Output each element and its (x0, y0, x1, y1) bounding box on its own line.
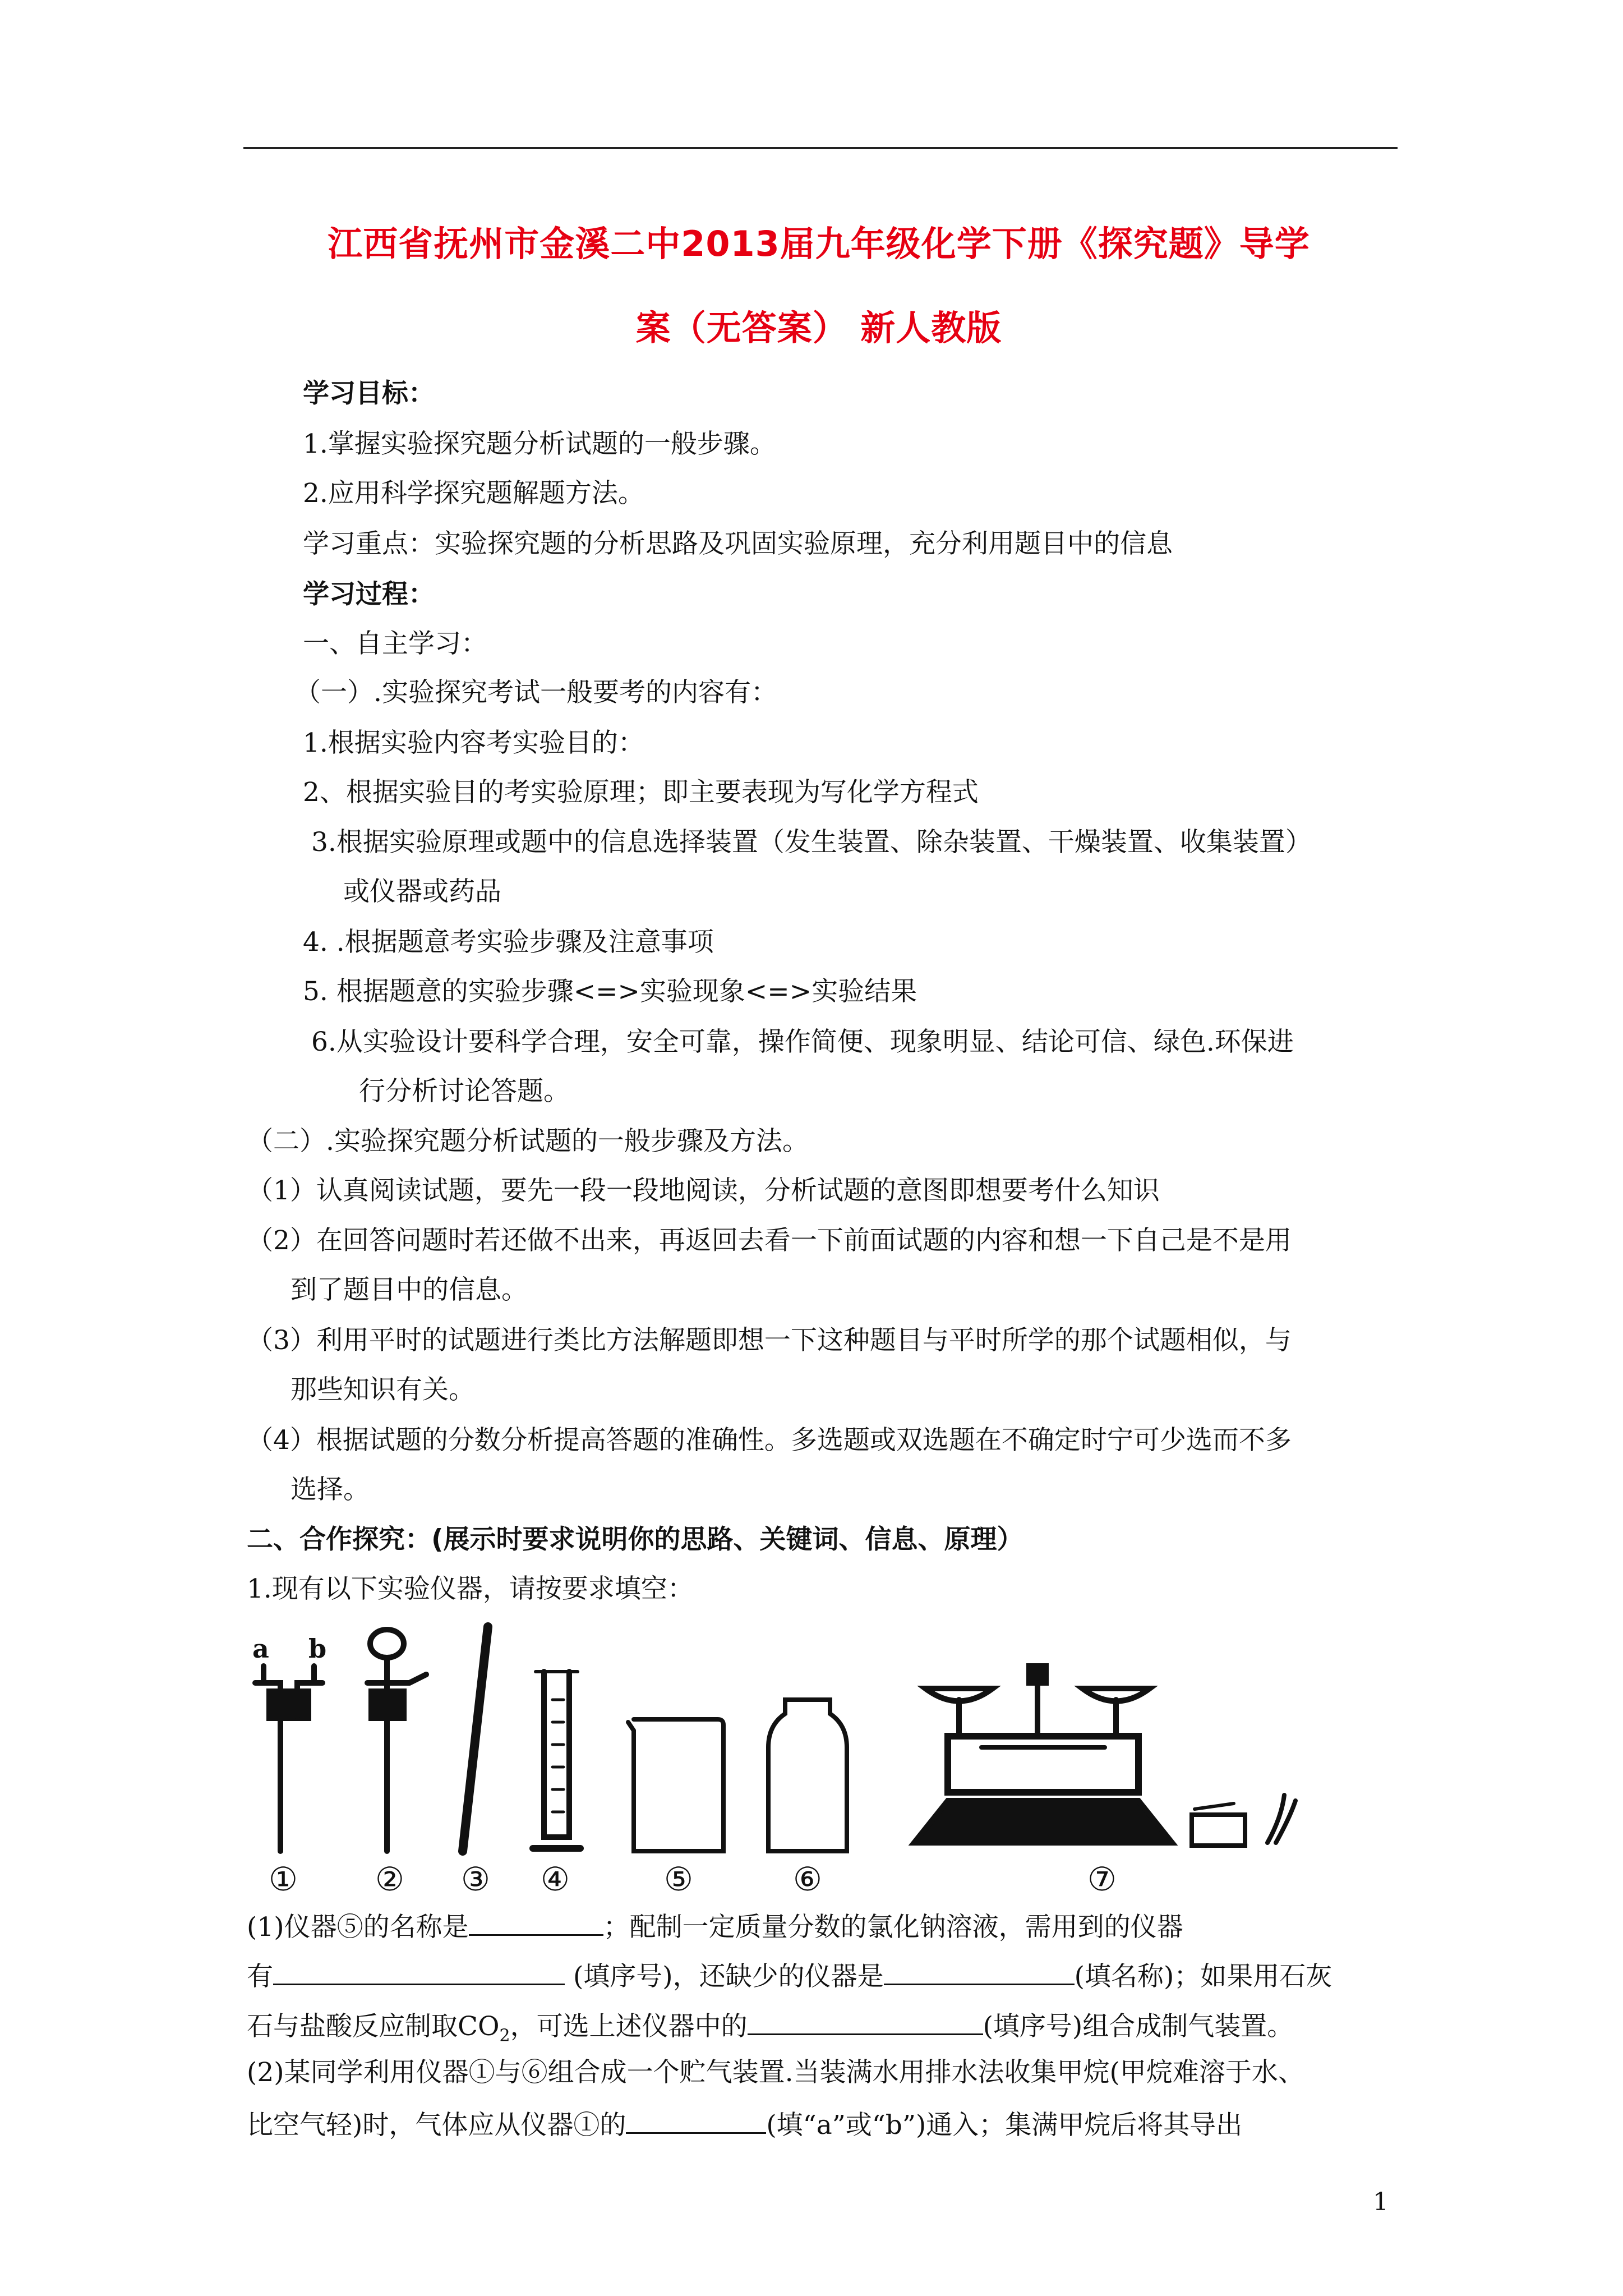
part-1-text-a: (1)仪器⑤的名称是 (247, 1912, 469, 1943)
apparatus-5-icon (628, 1719, 723, 1851)
part-1-line-2 (247, 1957, 1332, 1994)
process-heading: 学习过程： (303, 579, 435, 610)
part-1-line-1 (247, 1907, 1183, 1944)
blank-required-instruments[interactable] (273, 1957, 565, 1985)
apparatus-1-icon (255, 1666, 322, 1851)
document-title-line-1: 江西省抚州市金溪二中2013届九年级化学下册《探究题》导学 (328, 223, 1310, 264)
method-step-4-cont: 选择。 (291, 1474, 370, 1505)
cooperation-heading: 二、合作探究：(展示时要求说明你的思路、关键词、信息、原理） (247, 1524, 1023, 1555)
method-step-1: （1）认真阅读试题，要先一段一段地阅读，分析试题的意图即想要考什么知识 (247, 1175, 1160, 1206)
tube-label-b: b (308, 1634, 327, 1664)
apparatus-7-icon (914, 1666, 1295, 1846)
part-1-text-e: (填名称)；如果用石灰 (1074, 1961, 1332, 1992)
apparatus-3-icon (463, 1627, 488, 1851)
part-1-line-3 (247, 2007, 1293, 2053)
header-rule (243, 147, 1398, 149)
method-step-2: （2）在回答问题时若还做不出来，再返回去看一下前面试题的内容和想一下自己是不是用 (247, 1225, 1292, 1256)
blank-gas-inlet[interactable] (626, 2105, 766, 2134)
apparatus-label-7: ⑦ (1087, 1860, 1117, 1896)
blank-apparatus-5-name[interactable] (469, 1907, 603, 1936)
part-1-text-g: ，可选上述仪器中的 (510, 2011, 748, 2042)
apparatus-6-icon (768, 1700, 847, 1851)
document-title-line-2: 案（无答案） 新人教版 (635, 307, 1002, 348)
objectives-heading: 学习目标： (303, 378, 435, 409)
apparatus-4-icon (533, 1672, 580, 1848)
self-study-sub2-heading: （二）.实验探究题分析试题的一般步骤及方法。 (247, 1126, 809, 1157)
objective-item-2: 2.应用科学探究题解题方法。 (303, 478, 644, 509)
page-number: 1 (1373, 2188, 1389, 2216)
self-study-heading: 一、自主学习： (303, 628, 487, 659)
study-focus: 学习重点：实验探究题的分析思路及巩固实验原理，充分利用题目中的信息 (303, 528, 1173, 559)
content-item-3-cont: 或仪器或药品 (343, 876, 501, 907)
apparatus-label-6: ⑥ (793, 1860, 822, 1896)
apparatus-label-4: ④ (541, 1860, 570, 1896)
method-step-4: （4）根据试题的分数分析提高答题的准确性。多选题或双选题在不确定时宁可少选而不多 (247, 1425, 1292, 1456)
method-step-3: （3）利用平时的试题进行类比方法解题即想一下这种题目与平时所学的那个试题相似，与 (247, 1325, 1292, 1356)
content-item-1: 1.根据实验内容考实验目的： (303, 728, 644, 758)
objective-item-1: 1.掌握实验探究题分析试题的一般步骤。 (303, 429, 776, 459)
blank-gas-apparatus[interactable] (748, 2007, 983, 2035)
part-1-text-d: (填序号)，还缺少的仪器是 (565, 1961, 884, 1992)
lab-apparatus-figure (241, 1616, 1324, 1896)
co2-subscript: 2 (499, 2026, 510, 2046)
content-item-3: 3.根据实验原理或题中的信息选择装置（发生装置、除杂装置、干燥装置、收集装置） (311, 827, 1312, 858)
part-2-line-2 (247, 2105, 1242, 2142)
apparatus-label-2: ② (375, 1860, 404, 1896)
question-1: 1.现有以下实验仪器，请按要求填空： (247, 1573, 694, 1604)
apparatus-label-1: ① (269, 1860, 298, 1896)
part-1-text-b: ；配制一定质量分数的氯化钠溶液，需用到的仪器 (603, 1912, 1183, 1943)
tube-label-a: a (252, 1634, 269, 1664)
part-1-text-h: (填序号)组合成制气装置。 (983, 2011, 1294, 2042)
content-item-4: 4. .根据题意考实验步骤及注意事项 (303, 927, 714, 958)
apparatus-2-icon (367, 1630, 426, 1851)
blank-missing-instrument[interactable] (884, 1957, 1075, 1985)
part-2-text-b: 比空气轻)时，气体应从仪器①的 (247, 2110, 626, 2141)
content-item-2: 2、根据实验目的考实验原理；即主要表现为写化学方程式 (303, 777, 979, 808)
self-study-sub1-heading: （一）.实验探究考试一般要考的内容有： (294, 677, 777, 708)
method-step-2-cont: 到了题目中的信息。 (291, 1274, 528, 1305)
apparatus-label-3: ③ (461, 1860, 490, 1896)
part-1-text-f: 石与盐酸反应制取CO (247, 2011, 500, 2042)
part-2-text-c: (填“a”或“b”)通入；集满甲烷后将其导出 (766, 2110, 1243, 2141)
content-item-5: 5. 根据题意的实验步骤<=>实验现象<=>实验结果 (303, 976, 917, 1007)
part-2-line-1: (2)某同学利用仪器①与⑥组合成一个贮气装置.当装满水用排水法收集甲烷(甲烷难溶于水、 (247, 2057, 1304, 2088)
content-item-6: 6.从实验设计要科学合理，安全可靠，操作简便、现象明显、结论可信、绿色.环保进 (311, 1027, 1294, 1057)
method-step-3-cont: 那些知识有关。 (291, 1374, 475, 1405)
apparatus-label-5: ⑤ (664, 1860, 693, 1896)
content-item-6-cont: 行分析讨论答题。 (359, 1076, 570, 1107)
part-1-text-c: 有 (247, 1961, 273, 1992)
